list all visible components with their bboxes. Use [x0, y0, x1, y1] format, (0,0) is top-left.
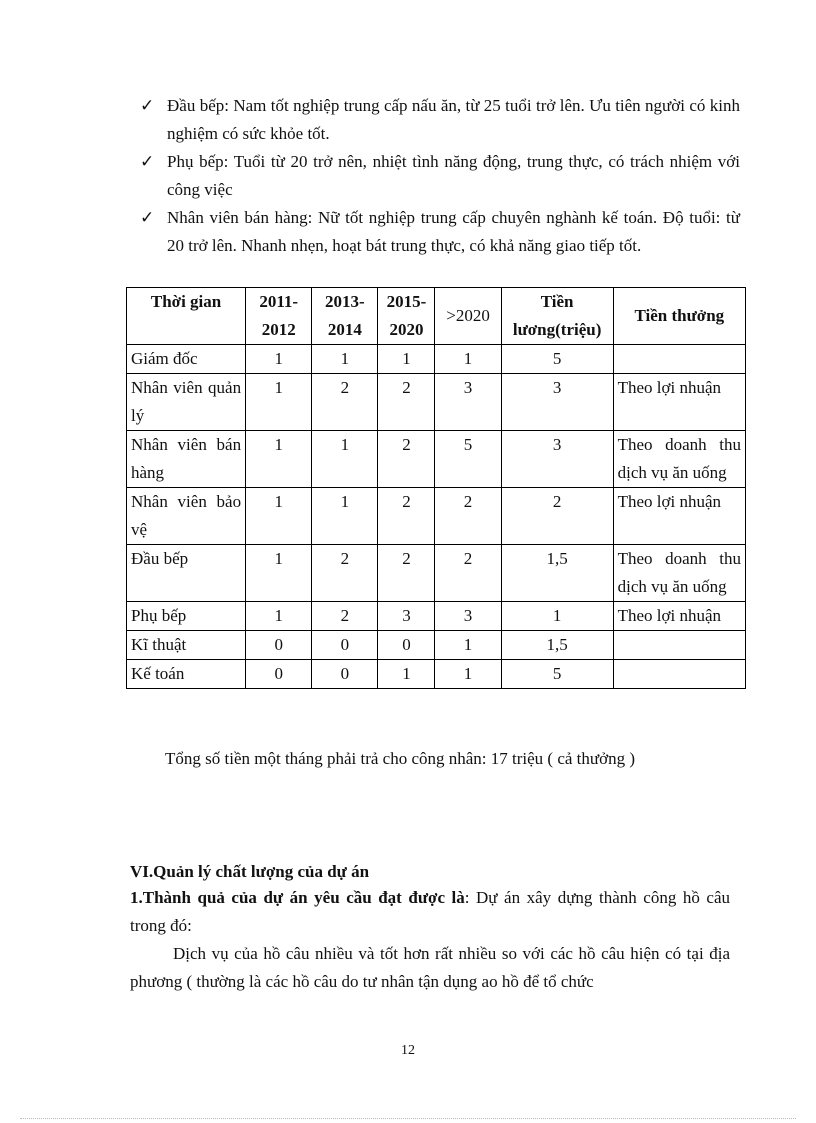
header-cell: Tiền thưởng: [613, 288, 745, 345]
count-cell: 3: [435, 374, 501, 431]
salary-cell: 5: [501, 660, 613, 689]
salary-cell: 1,5: [501, 631, 613, 660]
position-cell: Kĩ thuật: [127, 631, 246, 660]
count-cell: 2: [435, 545, 501, 602]
count-cell: 1: [246, 545, 312, 602]
paragraph-lead: 1.Thành quả của dự án yêu cầu đạt được là: [130, 888, 465, 907]
count-cell: 2: [312, 602, 378, 631]
count-cell: 2: [378, 374, 435, 431]
count-cell: 1: [435, 345, 501, 374]
table-row: [127, 345, 746, 374]
count-cell: 1: [246, 431, 312, 488]
bonus-cell: [613, 660, 745, 689]
count-cell: 5: [435, 431, 501, 488]
count-cell: 1: [246, 488, 312, 545]
count-cell: 1: [246, 374, 312, 431]
table-row: [127, 660, 746, 689]
count-cell: 2: [312, 374, 378, 431]
bullet-text: Phụ bếp: Tuổi từ 20 trở nên, nhiệt tình năng động, trung thực, có trách nhiệm với công việc: [167, 152, 740, 199]
count-cell: 1: [246, 345, 312, 374]
bonus-cell: [613, 345, 745, 374]
count-cell: 1: [378, 345, 435, 374]
check-icon: ✓: [140, 96, 155, 116]
count-cell: 1: [435, 660, 501, 689]
count-cell: 2: [435, 488, 501, 545]
bonus-cell: Theo doanh thu dịch vụ ăn uống: [613, 431, 745, 488]
paragraph: [130, 884, 730, 940]
paragraph: Dịch vụ của hồ câu nhiều và tốt hơn rất nhiều so với các hồ câu hiện có tại địa phương ( thường là các hồ câu do tư nhân tận dụng ao hồ để tổ chức: [130, 944, 730, 991]
list-item: [140, 92, 740, 148]
count-cell: 0: [246, 660, 312, 689]
header-cell: 2015-2020: [378, 288, 435, 345]
count-cell: 1: [312, 431, 378, 488]
paragraph-text: : Dự án xây dựng thành công hồ câu trong đó:: [130, 888, 730, 935]
table-row: [127, 431, 746, 488]
table-row: [127, 374, 746, 431]
table-header-row: [127, 288, 746, 345]
table-row: [127, 545, 746, 602]
check-icon: ✓: [140, 208, 155, 228]
table-row: [127, 488, 746, 545]
count-cell: 0: [312, 631, 378, 660]
page-bottom-divider: [20, 1118, 796, 1119]
bonus-cell: Theo doanh thu dịch vụ ăn uống: [613, 545, 745, 602]
bonus-cell: Theo lợi nhuận: [613, 602, 745, 631]
salary-cell: 3: [501, 374, 613, 431]
requirements-list: [140, 92, 740, 260]
check-icon: ✓: [140, 152, 155, 172]
header-cell: Thời gian: [127, 288, 246, 345]
bullet-text: Đầu bếp: Nam tốt nghiệp trung cấp nấu ăn, từ 25 tuổi trở lên. Ưu tiên người có kinh nghiệm có sức khỏe tốt.: [167, 96, 740, 143]
salary-cell: 2: [501, 488, 613, 545]
position-cell: Phụ bếp: [127, 602, 246, 631]
count-cell: 1: [312, 345, 378, 374]
list-item: [140, 204, 740, 260]
bonus-cell: Theo lợi nhuận: [613, 488, 745, 545]
count-cell: 2: [378, 488, 435, 545]
count-cell: 0: [312, 660, 378, 689]
position-cell: Giám đốc: [127, 345, 246, 374]
count-cell: 1: [246, 602, 312, 631]
salary-cell: 3: [501, 431, 613, 488]
count-cell: 2: [378, 431, 435, 488]
count-cell: 0: [246, 631, 312, 660]
salary-cell: 1: [501, 602, 613, 631]
count-cell: 0: [378, 631, 435, 660]
section-title: VI.Quản lý chất lượng của dự án: [130, 862, 370, 881]
header-cell: 2013-2014: [312, 288, 378, 345]
page-number: 12: [401, 1043, 415, 1058]
count-cell: 1: [378, 660, 435, 689]
count-cell: 2: [378, 545, 435, 602]
count-cell: 3: [435, 602, 501, 631]
position-cell: Kế toán: [127, 660, 246, 689]
list-item: [140, 148, 740, 204]
table-row: [127, 602, 746, 631]
count-cell: 3: [378, 602, 435, 631]
count-cell: 2: [312, 545, 378, 602]
header-cell: 2011-2012: [246, 288, 312, 345]
header-cell: Tiền lương(triệu): [501, 288, 613, 345]
header-cell: >2020: [435, 288, 501, 345]
salary-cell: 1,5: [501, 545, 613, 602]
table-row: [127, 631, 746, 660]
position-cell: Nhân viên bảo vệ: [127, 488, 246, 545]
position-cell: Đầu bếp: [127, 545, 246, 602]
position-cell: Nhân viên quản lý: [127, 374, 246, 431]
bonus-cell: [613, 631, 745, 660]
position-cell: Nhân viên bán hàng: [127, 431, 246, 488]
salary-cell: 5: [501, 345, 613, 374]
count-cell: 1: [312, 488, 378, 545]
total-summary: Tổng số tiền một tháng phải trả cho công nhân: 17 triệu ( cả thưởng ): [165, 749, 636, 768]
staff-table: [126, 287, 746, 689]
bullet-text: Nhân viên bán hàng: Nữ tốt nghiệp trung cấp chuyên nghành kế toán. Độ tuổi: từ 20 trở lên. Nhanh nhẹn, hoạt bát trung thực, có khả năng giao tiếp tốt.: [167, 208, 740, 255]
count-cell: 1: [435, 631, 501, 660]
bonus-cell: Theo lợi nhuận: [613, 374, 745, 431]
